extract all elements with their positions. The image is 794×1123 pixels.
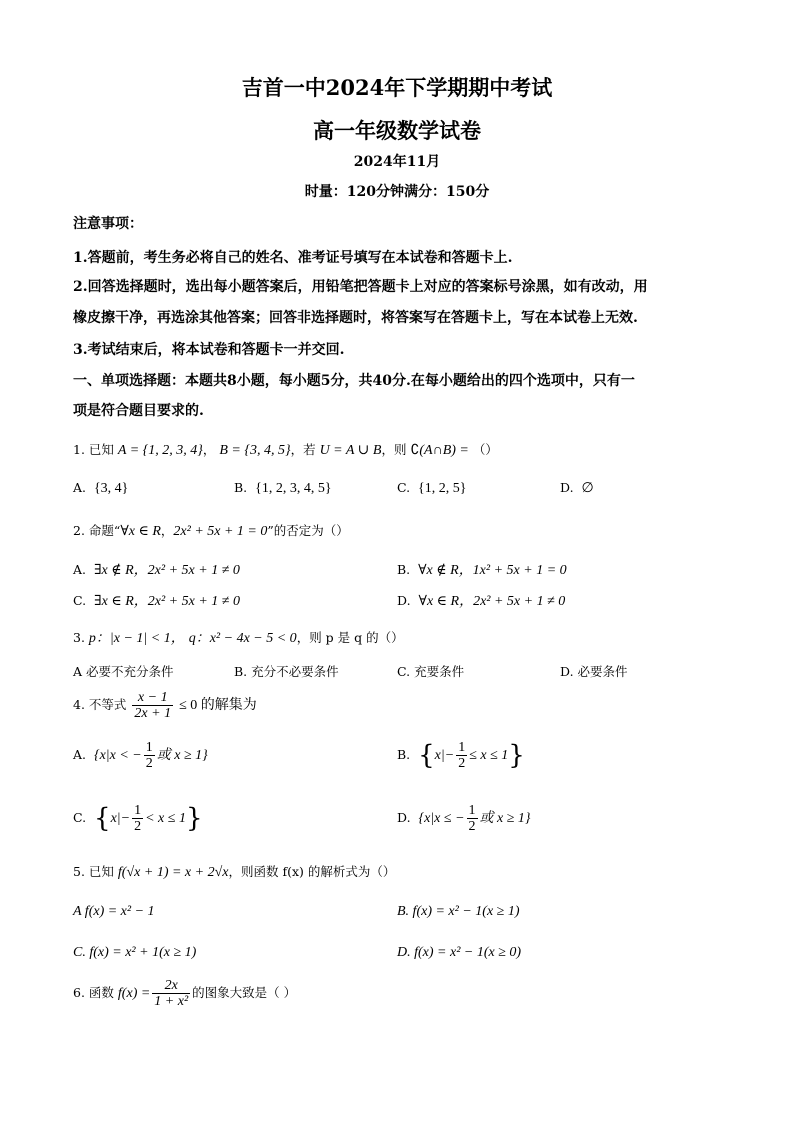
q4-option-a-pre: {x|x < −: [93, 748, 142, 763]
q4-b-half-den: 2: [458, 756, 466, 771]
q5-equation: f(√x + 1) = x + 2√x: [117, 865, 229, 880]
q3-text: ，则 p 是 q 的（）: [296, 630, 404, 645]
exam-title: 吉首一中2024年下学期期中考试: [241, 75, 553, 100]
q2-comma: ，: [160, 523, 174, 538]
q1-option-a[interactable]: A. {3, 4}: [73, 480, 129, 496]
q2-option-c[interactable]: C. ∃x ∈ R，2x² + 5x + 1 ≠ 0: [73, 593, 240, 609]
q4-number: 4.: [73, 697, 85, 712]
q1-number: 1.: [73, 442, 85, 457]
q4-b-left-brace: {: [418, 740, 435, 771]
exam-subtitle: 高一年级数学试卷: [313, 118, 481, 143]
q5-option-a[interactable]: A f(x) = x² − 1: [73, 904, 155, 919]
note-1: 1.答题前，考生务必将自己的姓名、准考证号填写在本试卷和答题卡上.: [73, 250, 513, 266]
q4-d-half-den: 2: [468, 819, 476, 834]
q4-option-a[interactable]: [73, 740, 208, 771]
q4-post: ≤ 0 的解集为: [179, 698, 257, 713]
q1-option-d[interactable]: D. ∅: [560, 480, 594, 496]
q4-option-c-post: < x ≤ 1: [145, 811, 186, 826]
q3-q: q: [188, 631, 196, 646]
q2-equation: 2x² + 5x + 1 = 0: [173, 524, 268, 539]
q1-option-d-text: ∅: [581, 481, 594, 496]
q1-option-c[interactable]: C. {1, 2, 5}: [397, 480, 467, 496]
q1-paren: （）: [472, 442, 498, 457]
note-3: 3.考试结束后，将本试卷和答题卡一并交回.: [73, 342, 345, 358]
q2-option-a-text: ∃x ∉ R，2x² + 5x + 1 ≠ 0: [93, 563, 240, 578]
q6-fraction-den: 1 + x²: [154, 994, 189, 1009]
q4-option-d-pre: {x|x ≤ −: [418, 811, 465, 826]
q4-c-right-brace: }: [185, 803, 203, 834]
q1-option-c-text: {1, 2, 5}: [418, 481, 467, 496]
q1-mid: ，若: [290, 442, 316, 457]
q4-option-a-label: A.: [73, 747, 87, 762]
q4-option-d-label: D.: [397, 810, 411, 825]
q4-c-half-den: 2: [134, 819, 142, 834]
q3-option-d[interactable]: D. 必要条件: [560, 664, 628, 679]
question-4: [73, 690, 257, 721]
q2-text2: ”的否定为（）: [267, 523, 349, 538]
question-6: [73, 978, 296, 1009]
q3-q-condition: ：x² − 4x − 5 < 0: [195, 631, 297, 646]
q6-pre: 函数: [88, 985, 114, 1000]
q2-forall: ∀x ∈ R: [120, 524, 161, 539]
section1-line2: 项是符合题目要求的.: [73, 403, 204, 419]
q3-p: p: [88, 631, 96, 646]
q2-option-b-text: ∀x ∉ R，1x² + 5x + 1 = 0: [418, 563, 567, 578]
q5-number: 5.: [73, 864, 85, 879]
q2-option-c-text: ∃x ∈ R，2x² + 5x + 1 ≠ 0: [94, 594, 240, 609]
question-2: [73, 521, 349, 540]
q5-option-d[interactable]: D. f(x) = x² − 1(x ≥ 0): [397, 945, 522, 960]
q3-option-b[interactable]: B. 充分不必要条件: [234, 664, 339, 679]
q6-function: f(x) =: [117, 986, 151, 1001]
q6-number: 6.: [73, 985, 85, 1000]
q2-text1: 命题“: [88, 523, 121, 538]
q2-option-d-text: ∀x ∈ R，2x² + 5x + 1 ≠ 0: [418, 594, 566, 609]
q4-option-c-frac: [132, 803, 143, 834]
q6-post: 的图象大致是（ ）: [192, 985, 297, 1000]
q1-expression: (A∩B) =: [419, 443, 469, 458]
q5-pre: 已知: [88, 864, 114, 879]
q4-option-b-frac: [456, 740, 467, 771]
q2-option-b[interactable]: B. ∀x ∉ R，1x² + 5x + 1 = 0: [397, 562, 567, 578]
q4-option-c[interactable]: [73, 803, 203, 834]
q1-option-a-text: {3, 4}: [93, 481, 129, 496]
notes-heading: 注意事项：: [73, 216, 143, 232]
q4-option-c-pre: x|−: [110, 811, 131, 826]
q5-option-b[interactable]: B. f(x) = x² − 1(x ≥ 1): [397, 904, 520, 919]
section1-line1: 一、单项选择题：本题共8小题，每小题5分，共40分.在每小题给出的四个选项中，只有一: [73, 373, 635, 389]
q4-a-half-den: 2: [145, 756, 153, 771]
q3-option-a[interactable]: A 必要不充分条件: [73, 664, 174, 679]
q1-set-b: B = {3, 4, 5}: [219, 443, 291, 458]
q4-c-left-brace: {: [94, 803, 111, 834]
q2-number: 2.: [73, 523, 85, 538]
q1-complement: ∁: [410, 443, 420, 458]
q4-option-c-label: C.: [73, 810, 87, 825]
q4-pre: 不等式: [88, 697, 127, 712]
q4-option-b-label: B.: [397, 747, 411, 762]
q6-fraction: [152, 978, 190, 1009]
note-2b: 橡皮擦干净，再选涂其他答案；回答非选择题时，将答案写在答题卡上，写在本试卷上无效.: [73, 310, 638, 326]
q4-c-half-num: 1: [134, 803, 142, 818]
q4-option-a-post: 或 x ≥ 1}: [156, 748, 208, 763]
q4-option-b-pre: x|−: [434, 748, 455, 763]
question-5: [73, 862, 395, 881]
q3-p-condition: ：|x − 1| < 1，: [95, 631, 185, 646]
q3-number: 3.: [73, 630, 85, 645]
q2-option-d[interactable]: D. ∀x ∈ R，2x² + 5x + 1 ≠ 0: [397, 593, 566, 609]
q2-option-a[interactable]: A. ∃x ∉ R，2x² + 5x + 1 ≠ 0: [73, 562, 240, 578]
exam-duration: 时量：120分钟满分：150分: [304, 184, 490, 200]
q6-fraction-num: 2x: [152, 978, 190, 994]
q4-d-half-num: 1: [468, 803, 476, 818]
q3-option-c[interactable]: C. 充要条件: [397, 664, 465, 679]
q1-set-a: A = {1, 2, 3, 4}: [117, 443, 203, 458]
question-1: 1. 已知 A = {1, 2, 3, 4}， B = {3, 4, 5}，若 U = A ∪ B，则 ∁(A∩B) = （）: [73, 442, 498, 458]
q4-option-d[interactable]: [397, 803, 531, 834]
q4-option-b[interactable]: [397, 740, 525, 771]
q5-option-c[interactable]: C. f(x) = x² + 1(x ≥ 1): [73, 945, 197, 960]
q4-option-a-frac: [144, 740, 155, 771]
q4-b-right-brace: }: [508, 740, 525, 771]
q4-option-b-post: ≤ x ≤ 1: [469, 748, 509, 763]
q4-fraction: [132, 690, 173, 721]
q4-fraction-den: 2x + 1: [134, 706, 172, 721]
q1-then: ，则: [381, 442, 407, 457]
q4-a-half-num: 1: [145, 740, 153, 755]
q4-option-d-frac: [467, 803, 478, 834]
q4-option-d-post: 或 x ≥ 1}: [479, 811, 531, 826]
q1-option-b[interactable]: B. {1, 2, 3, 4, 5}: [234, 480, 332, 496]
q4-b-half-num: 1: [458, 740, 466, 755]
q5-post: ，则函数 f(x) 的解析式为（）: [228, 864, 396, 879]
exam-date: 2024年11月: [353, 154, 441, 170]
q1-option-b-text: {1, 2, 3, 4, 5}: [255, 481, 332, 496]
question-3: [73, 627, 404, 647]
q4-fraction-num: x − 1: [132, 690, 173, 706]
q1-pre: 已知: [88, 442, 114, 457]
q1-universal: U = A ∪ B: [319, 443, 382, 458]
note-2a: 2.回答选择题时，选出每小题答案后，用铅笔把答题卡上对应的答案标号涂黑，如有改动，用: [73, 279, 648, 295]
